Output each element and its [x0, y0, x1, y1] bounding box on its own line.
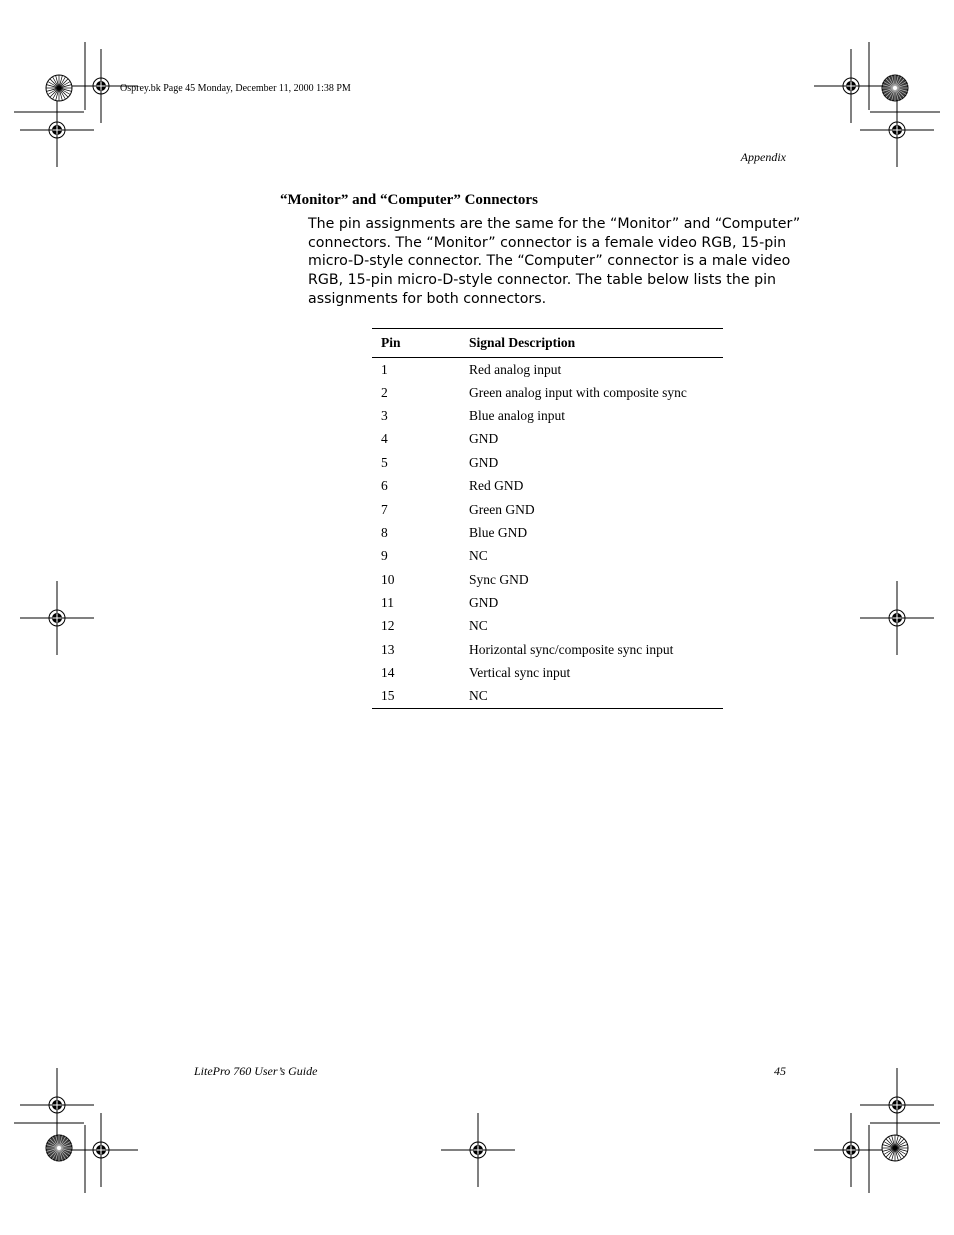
- star-target: [882, 75, 908, 101]
- pin-number: 9: [381, 548, 388, 564]
- pin-number: 5: [381, 454, 388, 470]
- pin-number: 10: [381, 571, 395, 587]
- body-paragraph: The pin assignments are the same for the “Monitor” and “Computer” connectors. The “Monitor” connector is a female video RGB, 15-pin micro-D-style connector. The “Computer” connector is a male video RGB, 15-pin micro-D-style connector. The table below lists the pin assignments for both connectors.: [308, 216, 801, 307]
- pin-number: 6: [381, 478, 388, 494]
- signal-description: Horizontal sync/composite sync input: [469, 641, 674, 657]
- pin-number: 14: [381, 665, 395, 681]
- table-row: [372, 358, 723, 381]
- pin-number: 7: [381, 501, 388, 517]
- signal-description: Sync GND: [469, 571, 529, 587]
- registration-target: [20, 93, 94, 167]
- registration-target: [860, 581, 934, 655]
- pin-number: 1: [381, 362, 388, 378]
- table-row: [372, 498, 723, 521]
- pin-number: 13: [381, 641, 395, 657]
- signal-description: Blue analog input: [469, 407, 565, 423]
- table-row: [372, 545, 723, 568]
- signal-description: GND: [469, 454, 499, 470]
- registration-target: [814, 1113, 888, 1187]
- section-heading: “Monitor” and “Computer” Connectors: [280, 192, 538, 208]
- footer-page-number: 45: [774, 1064, 786, 1078]
- table-row: [372, 591, 723, 614]
- table-row: [372, 662, 723, 685]
- signal-description: Blue GND: [469, 524, 528, 540]
- pin-number: 15: [381, 688, 395, 704]
- registration-target: [441, 1113, 515, 1187]
- signal-description: GND: [469, 431, 499, 447]
- table-row: [372, 381, 723, 404]
- table-row: [372, 568, 723, 591]
- signal-description: NC: [469, 548, 488, 564]
- signal-description: NC: [469, 688, 488, 704]
- table-row: [372, 615, 723, 638]
- pin-assignment-table: [372, 328, 723, 709]
- star-target: [46, 1135, 72, 1161]
- table-body: [372, 358, 723, 709]
- pin-number: 2: [381, 384, 388, 400]
- signal-description: Green GND: [469, 501, 535, 517]
- registration-target: [20, 581, 94, 655]
- signal-description: GND: [469, 595, 499, 611]
- table-header-row: [372, 329, 723, 358]
- header-signal-description: Signal Description: [469, 335, 576, 350]
- signal-description: Red analog input: [469, 362, 562, 378]
- registration-target: [64, 1113, 138, 1187]
- table-row: [372, 521, 723, 544]
- table-row: [372, 474, 723, 497]
- registration-target: [860, 1068, 934, 1142]
- star-target: [882, 1135, 908, 1161]
- star-target: [46, 75, 72, 101]
- pin-number: 12: [381, 618, 395, 634]
- pin-number: 4: [381, 431, 388, 447]
- pin-number: 8: [381, 524, 388, 540]
- table-row: [372, 404, 723, 427]
- print-slug: Osprey.bk Page 45 Monday, December 11, 2000 1:38 PM: [120, 83, 351, 94]
- pin-number: 3: [381, 407, 388, 423]
- signal-description: Red GND: [469, 478, 524, 494]
- pin-number: 11: [381, 595, 394, 611]
- footer-guide-title: LitePro 760 User’s Guide: [194, 1064, 318, 1078]
- table-row: [372, 685, 723, 708]
- header-pin: Pin: [381, 335, 401, 350]
- registration-target: [20, 1068, 94, 1142]
- table-row: [372, 428, 723, 451]
- registration-target: [860, 93, 934, 167]
- table-row: [372, 638, 723, 661]
- table-row: [372, 451, 723, 474]
- signal-description: NC: [469, 618, 488, 634]
- signal-description: Vertical sync input: [469, 665, 571, 681]
- signal-description: Green analog input with composite sync: [469, 384, 687, 400]
- running-head: Appendix: [740, 150, 786, 164]
